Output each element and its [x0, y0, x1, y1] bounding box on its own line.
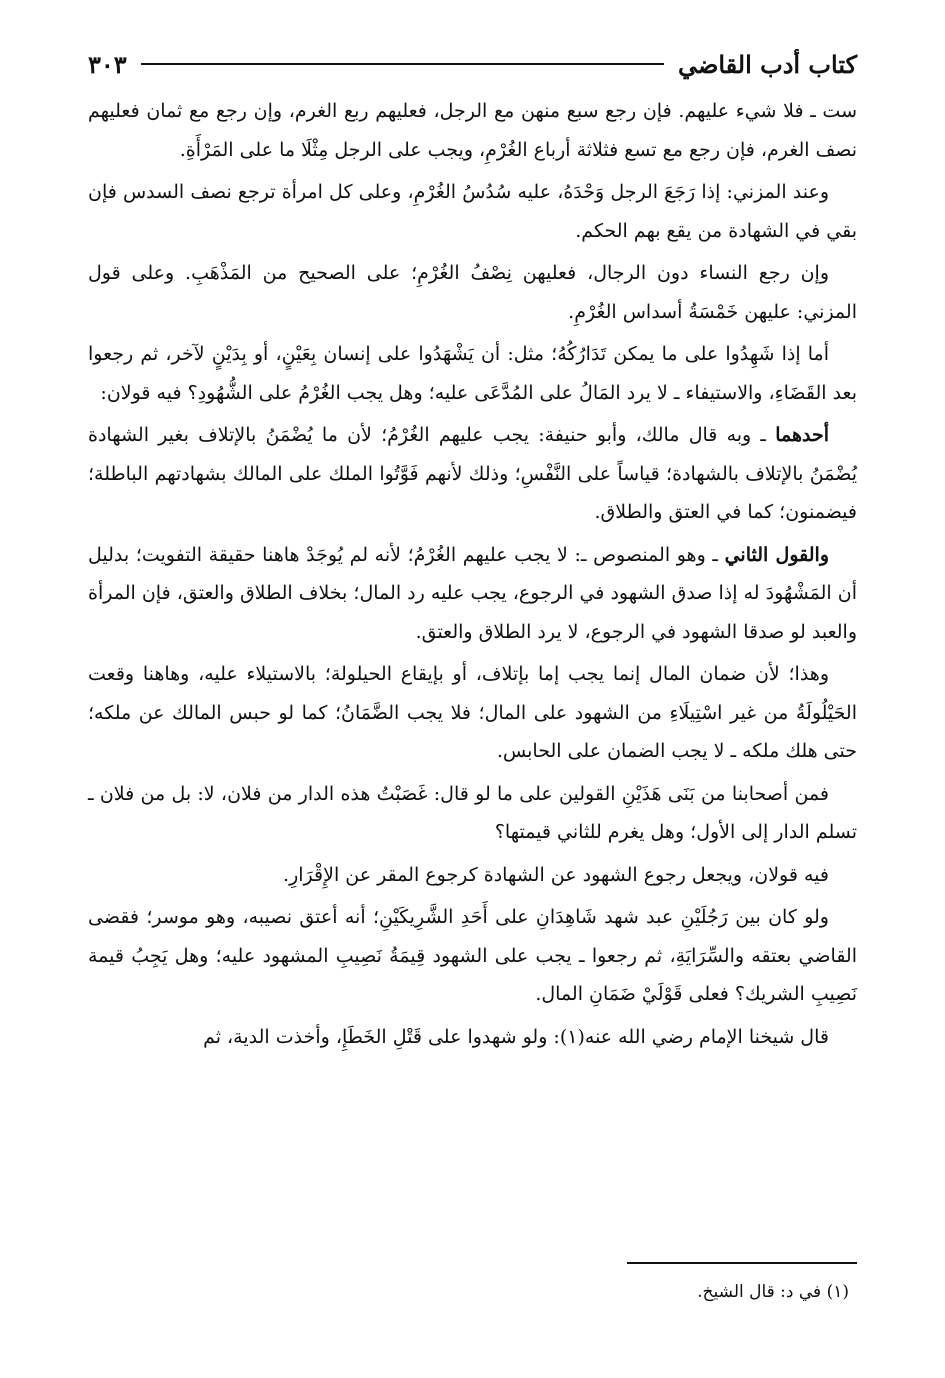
- paragraph-text: وعند المزني: إذا رَجَعَ الرجل وَحْدَهُ، عليه سُدُسُ الغُرْمِ، وعلى كل امرأة ترجع نصف السدس فإن بقي في الشهادة من يقع بهم الحكم.: [88, 181, 857, 242]
- paragraph-text: وهذا؛ لأن ضمان المال إنما يجب إما بإتلاف، أو بإيقاع الحيلولة؛ بالاستيلاء عليه، وهاهنا وقعت الحَيْلُولَةُ من غير اسْتِيلَاءِ من الشهود على المال؛ فلا يجب الضَّمَانُ؛ كما لو حبس المالك عن ملكه؛ حتى هلك ملكه ـ لا يجب الضمان على الحابس.: [88, 663, 857, 762]
- paragraph-lead: والقول الثاني: [724, 543, 829, 566]
- paragraph: [88, 898, 857, 1014]
- paragraph-text: ولو كان بين رَجُلَيْنِ عبد شهد شَاهِدَانِ على أَحَدِ الشَّرِيكَيْنِ؛ أنه أعتق نصيبه، وهو موسر؛ فقضى القاضي بعتقه والسِّرَايَةِ، ثم رجعوا ـ يجب على الشهود قِيمَةُ نَصِيبِ المشهود عليه؛ وهل يَجِبُ قيمة نَصِيبِ الشريك؟ فعلى قَوْلَيْ ضَمَانِ المال.: [88, 906, 857, 1005]
- page-header: [88, 40, 857, 88]
- paragraph-text: وإن رجع النساء دون الرجال، فعليهن نِصْفُ الغُرْمِ؛ على الصحيح من المَذْهَبِ. وعلى قول المزني: عليهن خَمْسَةُ أسداس الغُرْمِ.: [88, 262, 857, 323]
- page-number: ٣٠٣: [88, 49, 127, 79]
- paragraph: [88, 655, 857, 771]
- paragraph: [88, 416, 857, 532]
- paragraph-text: قال شيخنا الإمام رضي الله عنه(١): ولو شهدوا على قَتْلِ الخَطَإِ، وأخذت الدية، ثم: [203, 1025, 829, 1048]
- paragraph-text: أما إذا شَهِدُوا على ما يمكن تَدَارُكُهُ؛ مثل: أن يَشْهَدُوا على إنسان بِعَيْنٍ، أو بِدَيْنٍ لآخر، ثم رجعوا بعد القَضَاءِ، والاستيفاء ـ لا يرد المَالُ على المُدَّعَى عليه؛ وهل يجب الغُرْمُ على الشُّهُودِ؟ فيه قولان:: [88, 343, 857, 404]
- footnote-separator: [627, 1262, 857, 1264]
- paragraph-text: ـ وبه قال مالك، وأبو حنيفة: يجب عليهم الغُرْمُ؛ لأن ما يُضْمَنُ بالإتلاف بغير الشهادة يُضْمَنُ بالإتلاف بالشهادة؛ قياساً على النَّفْسِ؛ وذلك لأنهم فَوَّتُوا الملك على المالك بشهادتهم الباطلة؛ فيضمنون؛ كما في العتق والطلاق.: [88, 424, 857, 523]
- paragraph: [88, 775, 857, 852]
- paragraph-lead: أحدهما: [775, 424, 829, 446]
- paragraph: [88, 1018, 857, 1057]
- paragraph: [88, 254, 857, 331]
- paragraph: [88, 173, 857, 250]
- paragraph: [88, 335, 857, 412]
- paragraph: [88, 92, 857, 169]
- book-title: كتاب أدب القاضي: [677, 49, 857, 79]
- paragraph-text: ست ـ فلا شيء عليهم. فإن رجع سبع منهن مع الرجل، فعليهم ربع الغرم، وإن رجع مع ثمان فعليهم نصف الغرم، فإن رجع مع تسع فثلاثة أرباع الغُرْمِ، ويجب على الرجل مِثْلَا ما على المَرْأَةِ.: [88, 100, 857, 161]
- paragraph-text: ـ وهو المنصوص ـ: لا يجب عليهم الغُرْمُ؛ لأنه لم يُوجَدْ هاهنا حقيقة التفويت؛ بدليل أن المَشْهُودَ له إذا صدق الشهود في الرجوع، يجب عليه رد المال؛ بخلاف الطلاق والعتق، فإن المرأة والعبد لو صدقا الشهود في الرجوع، لا يرد الطلاق والعتق.: [88, 543, 857, 643]
- paragraph: [88, 856, 857, 895]
- header-rule: [141, 63, 664, 65]
- paragraph: [88, 536, 857, 652]
- main-text: [88, 92, 857, 1056]
- paragraph-text: فيه قولان، ويجعل رجوع الشهود عن الشهادة كرجوع المقر عن الإِقْرَارِ.: [283, 863, 829, 886]
- paragraph-text: فمن أصحابنا من بَنَى هَذَيْنِ القولين على ما لو قال: غَصَبْتُ هذه الدار من فلان، لا: بل من فلان ـ تسلم الدار إلى الأول؛ وهل يغرم للثاني قيمتها؟: [88, 782, 857, 843]
- footnote: (١) في د: قال الشيخ.: [697, 1282, 849, 1302]
